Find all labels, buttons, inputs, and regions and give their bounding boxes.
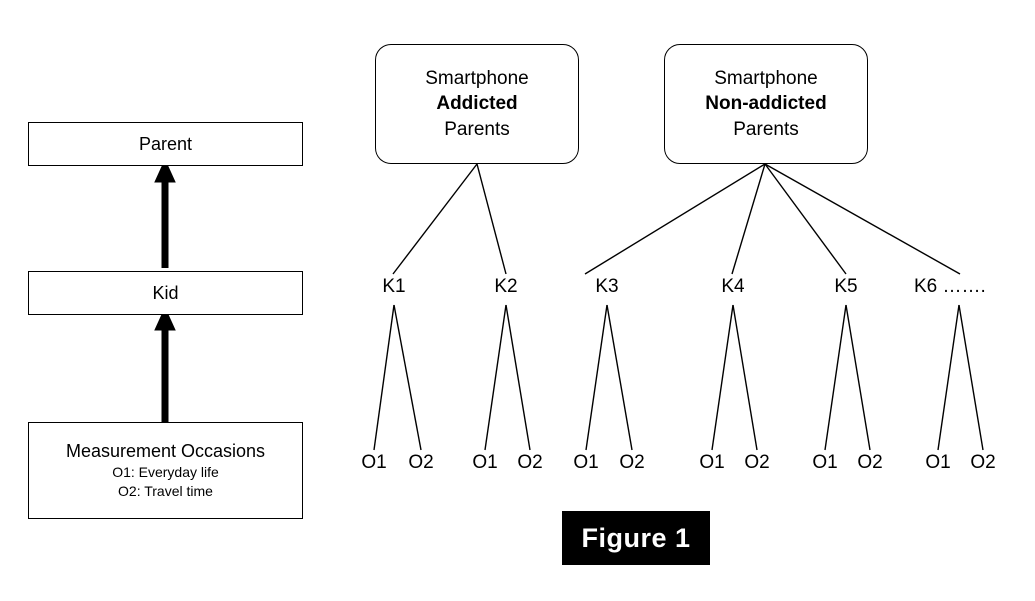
- occasion-label-k1-o1: O1: [361, 452, 387, 473]
- group-box-addicted-line2: Addicted: [436, 93, 518, 115]
- level-box-measurement-occasions-title: Measurement Occasions: [65, 441, 266, 462]
- occasion-label-k1-o2: O2: [408, 452, 434, 473]
- occasion-label-k4-o1: O1: [699, 452, 725, 473]
- figure-caption-text: Figure 1: [581, 522, 691, 553]
- level-box-kid: [28, 271, 303, 315]
- group-box-addicted-parents: [375, 44, 579, 164]
- occasion-label-k3-o1: O1: [573, 452, 599, 473]
- figure-caption: [562, 511, 710, 565]
- kid-label-k1: K1: [382, 276, 406, 297]
- level-box-occasion-o1: O1: Everyday life: [112, 463, 219, 480]
- kid-label-k5: K5: [834, 276, 858, 297]
- kid-label-k2: K2: [494, 276, 518, 297]
- occasion-label-k2-o1: O1: [472, 452, 498, 473]
- level-box-measurement-occasions: [28, 422, 303, 519]
- occasion-label-k6-o1: O1: [925, 452, 951, 473]
- occasion-label-k3-o2: O2: [619, 452, 645, 473]
- kid-label-k6: K6 …….: [914, 276, 986, 297]
- occasion-label-k5-o1: O1: [812, 452, 838, 473]
- group-box-non-addicted-parents: [664, 44, 868, 164]
- group-box-non-addicted-line2: Non-addicted: [705, 93, 827, 115]
- group-box-non-addicted-line3: Parents: [733, 118, 799, 140]
- occasion-label-k2-o2: O2: [517, 452, 543, 473]
- group-box-addicted-line3: Parents: [444, 118, 510, 140]
- group-box-addicted-line1: Smartphone: [425, 67, 529, 89]
- group-box-non-addicted-line1: Smartphone: [714, 67, 818, 89]
- level-box-parent: [28, 122, 303, 166]
- kid-label-k3: K3: [595, 276, 619, 297]
- level-box-occasion-o2: O2: Travel time: [118, 482, 213, 499]
- occasion-label-k4-o2: O2: [744, 452, 770, 473]
- kid-label-k4: K4: [721, 276, 745, 297]
- level-box-parent-title: Parent: [138, 133, 193, 154]
- occasion-label-k5-o2: O2: [857, 452, 883, 473]
- level-box-kid-title: Kid: [152, 282, 179, 303]
- occasion-label-k6-o2: O2: [970, 452, 996, 473]
